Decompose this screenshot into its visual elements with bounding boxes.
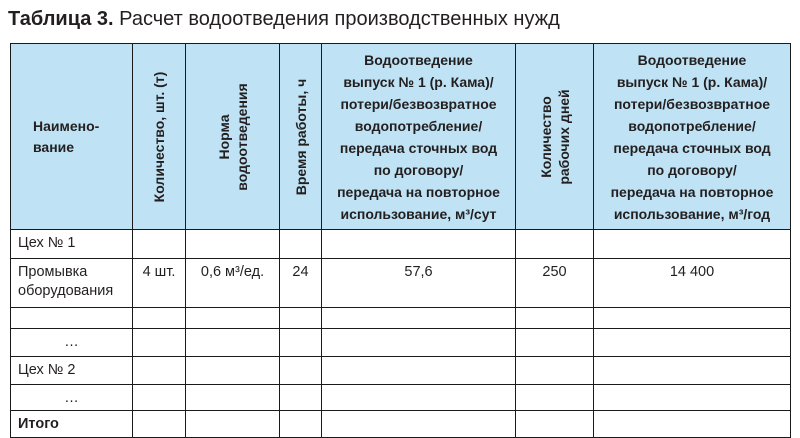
cell-norm (186, 230, 280, 259)
header-yearly-line: выпуск № 1 (р. Кама)/ (616, 73, 768, 90)
header-daily-line: водопотребление/ (354, 117, 483, 134)
table-row (11, 357, 791, 385)
cell-hours: 24 (280, 259, 322, 308)
header-quantity (133, 44, 186, 230)
cell-name: Промывка оборудования (11, 259, 133, 308)
header-yearly-line: передача на повторное (610, 183, 774, 200)
header-quantity-text: Количество, шт. (т) (151, 71, 167, 202)
header-days-line: Количество (537, 95, 554, 178)
cell-name: Итого (11, 411, 133, 438)
cell-yearly (594, 411, 791, 438)
cell-name: … (11, 385, 133, 411)
cell-daily (322, 230, 516, 259)
header-norm (186, 44, 280, 230)
cell-name: Цех № 2 (11, 357, 133, 385)
cell-norm (186, 357, 280, 385)
header-days-line: рабочих дней (555, 88, 572, 185)
cell-daily (322, 329, 516, 357)
header-hours (280, 44, 322, 230)
cell-hours (280, 230, 322, 259)
cell-yearly (594, 308, 791, 329)
header-daily-line: передача сточных вод (339, 139, 498, 156)
cell-norm (186, 385, 280, 411)
header-yearly-line: использование, м³/год (613, 205, 771, 222)
cell-yearly (594, 357, 791, 385)
header-daily-line: Водоотведение (364, 51, 473, 68)
cell-norm (186, 308, 280, 329)
header-row (11, 44, 791, 230)
cell-daily (322, 411, 516, 438)
cell-days (516, 357, 594, 385)
table-row (11, 329, 791, 357)
cell-daily (322, 385, 516, 411)
header-days (516, 44, 594, 230)
table-row (11, 308, 791, 329)
cell-name (11, 308, 133, 329)
cell-hours (280, 385, 322, 411)
header-name-line: Наимено- (33, 117, 100, 134)
header-daily-line: передача на повторное (337, 183, 500, 200)
cell-hours (280, 308, 322, 329)
header-name-line: вание (33, 138, 75, 155)
cell-yearly (594, 230, 791, 259)
total-row (11, 411, 791, 438)
cell-quantity (133, 308, 186, 329)
cell-daily (322, 308, 516, 329)
header-yearly (594, 44, 791, 230)
cell-daily: 57,6 (322, 259, 516, 308)
cell-norm: 0,6 м³/ед. (186, 259, 280, 308)
caption-label: Таблица 3. (8, 8, 114, 30)
cell-yearly (594, 385, 791, 411)
cell-name: Цех № 1 (11, 230, 133, 259)
header-norm-line: Норма (215, 114, 232, 159)
header-daily-line: по договору/ (373, 161, 464, 178)
cell-quantity (133, 230, 186, 259)
header-hours-text: Время работы, ч (292, 78, 309, 195)
table-row (11, 385, 791, 411)
cell-hours (280, 357, 322, 385)
cell-quantity (133, 385, 186, 411)
cell-norm (186, 329, 280, 357)
header-name (11, 44, 133, 230)
cell-days (516, 308, 594, 329)
header-yearly-line: по договору/ (647, 161, 737, 178)
cell-norm (186, 411, 280, 438)
header-daily-line: использование, м³/сут (340, 205, 497, 222)
cell-daily (322, 357, 516, 385)
cell-hours (280, 329, 322, 357)
header-yearly-line: Водоотведение (637, 51, 747, 68)
cell-name: … (11, 329, 133, 357)
caption-text: Расчет водоотведения производственных нужд (119, 8, 560, 30)
cell-days (516, 329, 594, 357)
header-daily-line: потери/безвозвратное (340, 95, 497, 112)
wastewater-table (10, 43, 791, 438)
cell-days (516, 411, 594, 438)
header-yearly-line: передача сточных вод (613, 139, 771, 156)
header-yearly-line: потери/безвозвратное (613, 95, 771, 112)
header-daily-line: выпуск № 1 (р. Кама)/ (343, 73, 494, 90)
cell-quantity (133, 357, 186, 385)
header-daily (322, 44, 516, 230)
cell-days (516, 230, 594, 259)
table-row (11, 230, 791, 259)
table-caption (8, 6, 560, 32)
cell-yearly: 14 400 (594, 259, 791, 308)
cell-hours (280, 411, 322, 438)
cell-quantity (133, 329, 186, 357)
cell-quantity (133, 411, 186, 438)
cell-yearly (594, 329, 791, 357)
cell-quantity: 4 шт. (133, 259, 186, 308)
cell-days: 250 (516, 259, 594, 308)
header-yearly-line: водопотребление/ (628, 117, 756, 134)
header-norm-line: водоотведения (233, 82, 250, 191)
table-row (11, 259, 791, 308)
cell-days (516, 385, 594, 411)
